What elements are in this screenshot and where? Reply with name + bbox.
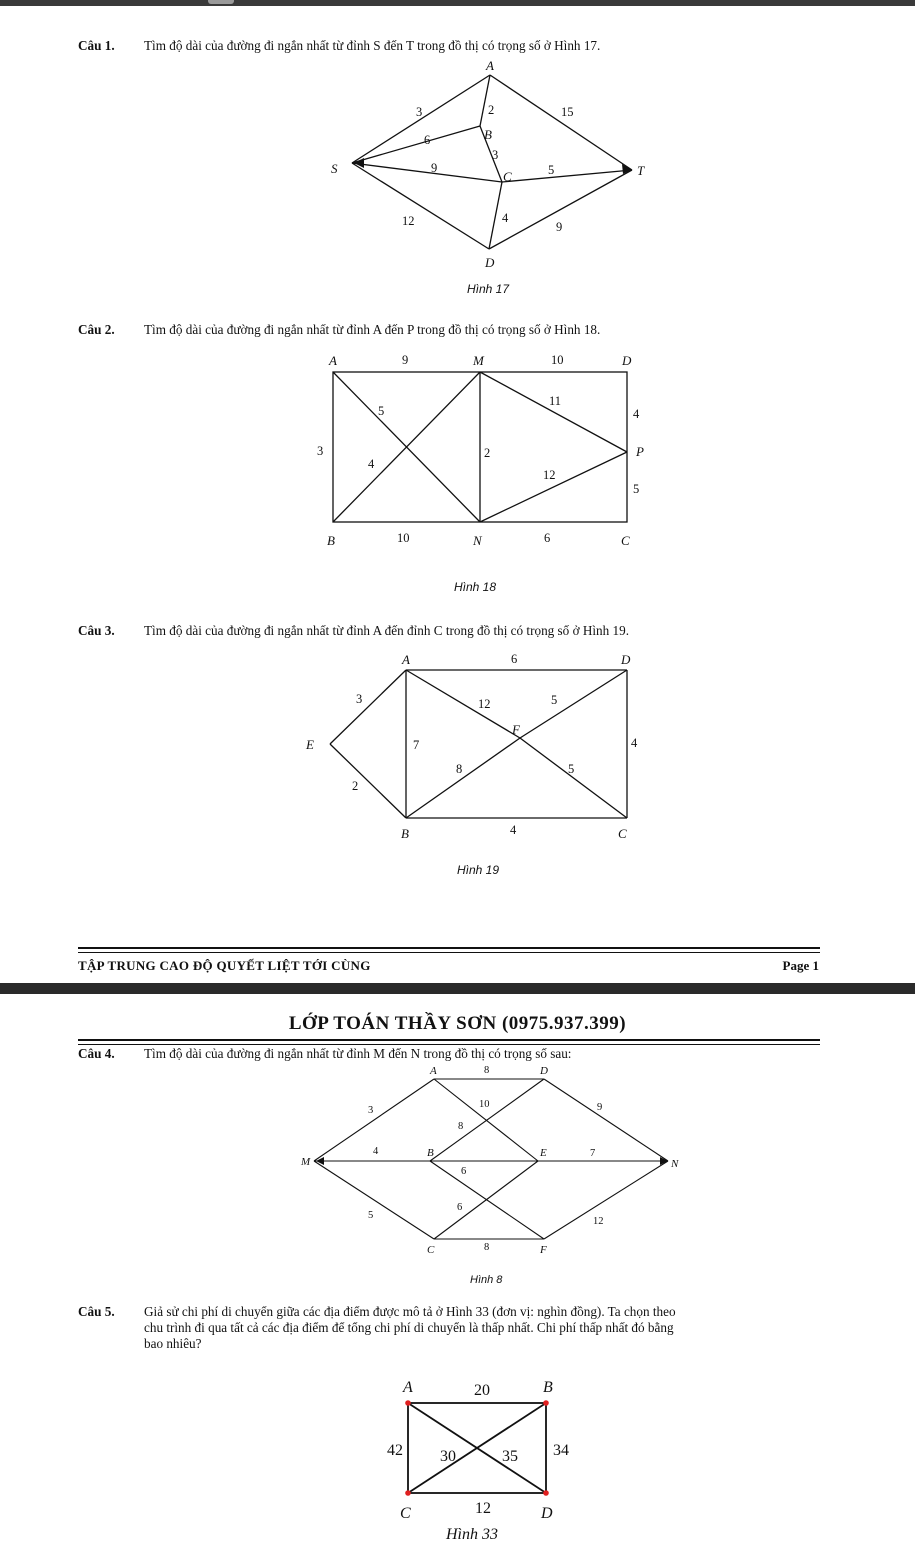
- vertex-a: A: [403, 1379, 413, 1396]
- vertex-a: A: [430, 1065, 437, 1077]
- question-label: Câu 5.: [78, 1304, 115, 1319]
- question-text-line: bao nhiêu?: [144, 1336, 202, 1351]
- weight-ad: 6: [511, 652, 518, 666]
- vertex-e: E: [306, 737, 314, 752]
- weight-fn: 12: [593, 1216, 604, 1227]
- figure-caption: Hình 8: [470, 1274, 503, 1286]
- weight-be: 6: [461, 1166, 467, 1177]
- weight-ad: 30: [440, 1448, 456, 1465]
- weight-am: 9: [402, 353, 409, 367]
- vertex-b: B: [484, 127, 492, 142]
- weight-sa: 3: [416, 105, 423, 119]
- weight-sc: 9: [431, 161, 438, 175]
- weight-ae: 10: [479, 1099, 490, 1110]
- weight-en: 7: [590, 1148, 596, 1159]
- document-page-2: [0, 994, 915, 1553]
- footer-rule: [78, 952, 820, 953]
- figure-caption: Hình 17: [467, 282, 510, 296]
- vertex-b: B: [543, 1379, 553, 1396]
- footer-slogan: TẬP TRUNG CAO ĐỘ QUYẾT LIỆT TỚI CÙNG: [78, 958, 371, 973]
- weight-dn: 9: [597, 1102, 603, 1113]
- weight-ab: 7: [413, 738, 420, 752]
- vertex-b: B: [401, 826, 409, 841]
- weight-mp: 11: [549, 394, 562, 408]
- vertex-f: F: [540, 1244, 547, 1256]
- weight-fd: 5: [551, 693, 558, 707]
- footer-rule: [78, 947, 820, 949]
- weight-pc: 5: [633, 482, 640, 496]
- vertex-n: N: [671, 1158, 679, 1170]
- vertex-d: D: [540, 1065, 548, 1077]
- weight-bc: 4: [510, 823, 517, 837]
- vertex-d: D: [622, 353, 632, 368]
- figure-hinh-33: [0, 994, 915, 1553]
- weight-nc: 6: [544, 531, 551, 545]
- vertex-c: C: [427, 1244, 435, 1256]
- vertex-d: D: [541, 1505, 553, 1522]
- vertex-a: A: [329, 353, 337, 368]
- vertex-e: E: [540, 1147, 547, 1159]
- question-text: Tìm độ dài của đường đi ngắn nhất từ đỉnh A đến P trong đồ thị có trọng số ở Hình 18.: [144, 322, 601, 337]
- weight-mb: 4: [373, 1146, 379, 1157]
- weight-dc: 4: [631, 736, 638, 750]
- weight-bd: 34: [553, 1442, 569, 1459]
- weight-md: 10: [551, 353, 564, 367]
- vertex-c: C: [503, 169, 512, 184]
- weight-bn: 10: [397, 531, 410, 545]
- weight-sb: 6: [424, 133, 431, 147]
- weight-ab: 2: [488, 103, 495, 117]
- weight-sd: 12: [402, 214, 415, 228]
- vertex-c: C: [618, 826, 627, 841]
- weight-ce: 6: [457, 1202, 463, 1213]
- question-text: Tìm độ dài của đường đi ngắn nhất từ đỉnh A đến đỉnh C trong đồ thị có trọng số ở Hình 19.: [144, 623, 629, 638]
- weight-bd: 8: [458, 1121, 464, 1132]
- weight-ea: 3: [356, 692, 363, 706]
- figure-caption: Hình 33: [446, 1526, 498, 1543]
- figure-caption: Hình 18: [454, 580, 497, 594]
- question-text-line: chu trình đi qua tất cả các địa điểm để tổng chi phí di chuyển là thấp nhất. Chi phí thấp nhất đó bằng: [144, 1320, 674, 1335]
- page-number: Page 1: [782, 958, 819, 973]
- document-page-1: [0, 6, 915, 983]
- vertex-s: S: [331, 161, 338, 176]
- weight-bc: 3: [492, 148, 499, 162]
- vertex-b: B: [427, 1147, 434, 1159]
- weight-ad: 8: [484, 1065, 490, 1076]
- weight-ct: 5: [548, 163, 555, 177]
- vertex-m: M: [301, 1156, 311, 1168]
- vertex-a: A: [402, 652, 410, 667]
- vertex-d: D: [485, 255, 495, 270]
- weight-cd: 4: [502, 211, 509, 225]
- weight-ab: 20: [474, 1382, 490, 1399]
- figure-hinh-19: [0, 6, 915, 906]
- weight-at: 15: [561, 105, 574, 119]
- weight-an: 5: [378, 404, 385, 418]
- vertex-c: C: [400, 1505, 411, 1522]
- question-text: Tìm độ dài của đường đi ngắn nhất từ đỉnh M đến N trong đồ thị có trọng số sau:: [144, 1046, 572, 1061]
- weight-dp: 4: [633, 407, 640, 421]
- vertex-t: T: [637, 163, 645, 178]
- weight-mc: 5: [368, 1210, 374, 1221]
- vertex-p: P: [636, 444, 644, 459]
- question-label: Câu 1.: [78, 38, 115, 53]
- weight-eb: 2: [352, 779, 359, 793]
- weight-fc: 5: [568, 762, 575, 776]
- question-label: Câu 3.: [78, 623, 115, 638]
- vertex-c: C: [621, 533, 630, 548]
- figure-caption: Hình 19: [457, 863, 500, 877]
- weight-np: 12: [543, 468, 556, 482]
- vertex-b: B: [327, 533, 335, 548]
- weight-cd: 12: [475, 1500, 491, 1517]
- weight-mn: 2: [484, 446, 491, 460]
- weight-ac: 42: [387, 1442, 403, 1459]
- vertex-n: N: [473, 533, 482, 548]
- weight-af: 12: [478, 697, 491, 711]
- weight-mb: 4: [368, 457, 375, 471]
- weight-ab: 3: [317, 444, 324, 458]
- question-text: Tìm độ dài của đường đi ngắn nhất từ đỉnh S đến T trong đồ thị có trọng số ở Hình 17.: [144, 38, 601, 53]
- vertex-d: D: [621, 652, 631, 667]
- question-label: Câu 2.: [78, 322, 115, 337]
- weight-fb: 8: [456, 762, 463, 776]
- vertex-f: F: [512, 722, 520, 737]
- page-header-title: LỚP TOÁN THẦY SƠN (0975.937.399): [288, 1013, 627, 1034]
- weight-cf: 8: [484, 1242, 490, 1253]
- weight-bc: 35: [502, 1448, 518, 1465]
- weight-dt: 9: [556, 220, 563, 234]
- question-text-line: Giả sử chi phí di chuyển giữa các địa điểm được mô tả ở Hình 33 (đơn vị: nghìn đồng). Ta chọn theo: [144, 1304, 676, 1319]
- weight-ma: 3: [368, 1105, 374, 1116]
- scroll-indicator[interactable]: [208, 0, 234, 4]
- vertex-m: M: [473, 353, 484, 368]
- vertex-a: A: [486, 58, 494, 73]
- question-label: Câu 4.: [78, 1046, 115, 1061]
